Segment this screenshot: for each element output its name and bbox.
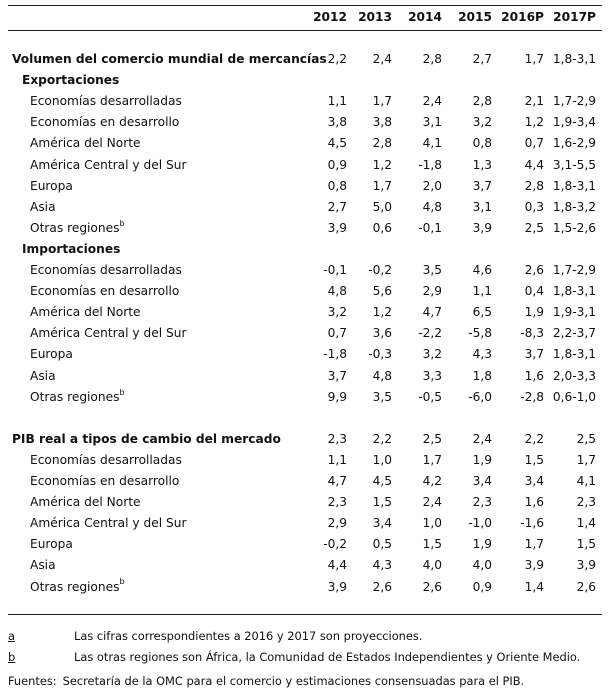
value-cell: 1,8-3,1 [552,347,596,362]
value-cell: 2,3 [327,495,347,510]
row-label [30,218,125,238]
value-cell: 3,6 [372,326,392,341]
value-cell: 6,5 [472,305,492,320]
value-cell: 4,3 [372,558,392,573]
label-text: Economías en desarrollo [30,115,180,130]
value-cell: 2,3 [576,495,596,510]
value-cell: 2,0 [422,178,442,193]
label-text: Economías desarrolladas [30,452,182,467]
row-label [30,302,141,322]
section-title [12,49,327,69]
row-label [30,323,186,343]
row-label [30,555,56,575]
value-cell: 1,0 [372,452,392,467]
value-cell: -2,2 [418,326,442,341]
value-cell: 1,7 [524,537,544,552]
value-cell: 3,9 [472,220,492,235]
label-text: América del Norte [30,305,141,320]
label-text: América del Norte [30,495,141,510]
value-cell: 1,6-2,9 [552,136,596,151]
value-cell: 3,8 [327,115,347,130]
table-row [0,155,610,175]
value-cell: 0,8 [327,178,347,193]
value-cell: 2,4 [472,431,492,446]
value-cell: 1,7 [576,452,596,467]
year-header-2013: 2013 [358,10,392,24]
bottom-rule [8,614,602,615]
value-cell: -0,2 [368,263,392,277]
value-cell: -1,8 [323,347,347,362]
value-cell: 3,4 [372,516,392,531]
value-cell: 2,5 [576,431,596,446]
year-header-2017p: 2017P [553,10,596,24]
table-row [0,197,610,217]
value-cell: 3,7 [327,368,347,383]
footnote-ref: b [119,218,125,228]
value-cell: 2,9 [327,516,347,531]
value-cell: -1,0 [468,516,492,531]
value-cell: 0,6-1,0 [552,389,596,404]
table-row [0,387,610,407]
value-cell: 3,9 [524,558,544,573]
value-cell: 4,4 [524,157,544,172]
source-text: Secretaría de la OMC para el comercio y estimaciones consensuadas para el PIB. [62,674,525,688]
value-cell: 1,9 [472,452,492,467]
value-cell: 3,9 [327,220,347,235]
value-cell: 3,5 [422,263,442,277]
table-row [0,344,610,364]
row-label [30,577,125,597]
value-cell: 3,4 [472,474,492,488]
value-cell: 4,7 [422,305,442,320]
value-cell: 2,1 [524,94,544,109]
value-cell: -0,2 [323,537,347,552]
column-header-row [0,7,610,27]
table-row [0,218,610,238]
value-cell: 4,3 [472,347,492,362]
value-cell: 2,6 [524,263,544,277]
value-cell: 1,7 [372,178,392,193]
value-cell: 4,1 [576,474,596,488]
table-row [0,577,610,597]
label-text: Europa [30,347,73,362]
value-cell: -0,3 [368,347,392,362]
row-label [30,91,182,111]
table-row [0,323,610,343]
value-cell: 2,4 [422,94,442,109]
row-label [30,344,73,364]
value-cell: 1,1 [327,94,347,109]
label-text: Economías en desarrollo [30,474,180,488]
group-title-row [0,70,610,90]
source-label: Fuentes: [8,674,57,688]
value-cell: 0,4 [524,284,544,299]
value-cell: 2,3 [327,431,347,446]
row-label [30,450,182,470]
value-cell: 1,5 [524,452,544,467]
value-cell: 2,8 [524,178,544,193]
table-row [0,366,610,386]
row-label [30,387,125,407]
year-header-2012: 2012 [313,10,347,24]
row-label [30,197,56,217]
table-row [0,176,610,196]
value-cell: 2,8 [422,52,442,66]
group-title [22,70,119,90]
value-cell: -2,8 [520,389,544,404]
value-cell: 1,7 [422,452,442,467]
value-cell: 1,5 [372,495,392,510]
table-row [0,513,610,533]
value-cell: -5,8 [468,326,492,341]
value-cell: 3,8 [372,115,392,130]
table-row [0,302,610,322]
value-cell: 1,2 [372,157,392,172]
value-cell: 1,5 [576,537,596,552]
value-cell: 3,5 [372,389,392,404]
label-text: Asia [30,558,56,573]
value-cell: 2,4 [422,495,442,510]
row-label [30,133,141,153]
value-cell: 2,5 [422,431,442,446]
value-cell: 2,2-3,7 [552,326,596,341]
value-cell: 2,6 [372,579,392,594]
table-row [0,260,610,280]
value-cell: 3,9 [327,579,347,594]
value-cell: 0,6 [372,220,392,235]
value-cell: 1,2 [524,115,544,130]
value-cell: 0,5 [372,537,392,552]
label-text: América del Norte [30,136,141,151]
section-title [12,429,281,449]
header-rule [8,30,602,31]
footnote-b [8,648,608,666]
value-cell: 1,9-3,1 [552,305,596,320]
value-cell: 5,0 [372,199,392,214]
value-cell: 9,9 [327,389,347,404]
value-cell: 1,4 [524,579,544,594]
value-cell: 1,8-3,2 [552,199,596,214]
value-cell: 2,2 [372,431,392,446]
value-cell: 2,8 [372,136,392,151]
top-rule [8,5,602,6]
value-cell: 4,2 [422,474,442,488]
value-cell: 4,4 [327,558,347,573]
value-cell: -6,0 [468,389,492,404]
source-line [8,674,524,688]
label-text: América Central y del Sur [30,326,187,341]
value-cell: 4,8 [372,368,392,383]
value-cell: 1,1 [327,452,347,467]
value-cell: 3,1 [472,199,492,214]
value-cell: 1,9 [524,305,544,320]
footnote-a [8,627,608,645]
label-text: Exportaciones [22,73,120,88]
row-label [30,260,182,280]
value-cell: 3,9 [576,558,596,573]
value-cell: 2,8 [472,94,492,109]
value-cell: 3,4 [524,474,544,488]
section-row [0,49,610,69]
value-cell: 3,2 [422,347,442,362]
row-label [30,513,186,533]
value-cell: 2,7 [327,199,347,214]
table-row [0,112,610,132]
row-label [30,112,179,132]
footnote-ref: b [119,577,125,587]
value-cell: 2,0-3,3 [552,368,596,383]
value-cell: 0,3 [524,199,544,214]
label-text: Economías en desarrollo [30,284,180,299]
table-row [0,281,610,301]
label-text: PIB real a tipos de cambio del mercado [12,431,281,446]
value-cell: 2,6 [422,579,442,594]
value-cell: -1,6 [520,516,544,531]
value-cell: 1,2 [372,305,392,320]
value-cell: 1,0 [422,516,442,531]
value-cell: 0,7 [524,136,544,151]
value-cell: 1,9 [472,537,492,552]
value-cell: 5,6 [372,284,392,299]
value-cell: -8,3 [520,326,544,341]
value-cell: 1,5-2,6 [552,220,596,235]
label-text: Otras regiones [30,389,120,404]
value-cell: 1,6 [524,368,544,383]
row-label [30,534,73,554]
value-cell: 0,9 [327,157,347,172]
value-cell: 4,1 [422,136,442,151]
label-text: Economías desarrolladas [30,94,182,109]
value-cell: 1,8-3,1 [552,52,596,66]
label-text: Asia [30,368,56,383]
value-cell: 1,6 [524,495,544,510]
year-header-2016p: 2016P [501,10,544,24]
row-label [30,281,179,301]
value-cell: 2,3 [472,495,492,510]
footnote-mark: b [8,650,16,664]
table-row [0,133,610,153]
value-cell: 1,1 [472,284,492,299]
value-cell: 2,2 [327,52,347,66]
label-text: Economías desarrolladas [30,263,182,277]
value-cell: 1,9-3,4 [552,115,596,130]
table-row [0,91,610,111]
value-cell: 4,8 [327,284,347,299]
value-cell: 0,9 [472,579,492,594]
value-cell: 4,5 [372,474,392,488]
label-text: Importaciones [22,241,121,256]
group-title-row [0,239,610,259]
table-row [0,471,610,491]
value-cell: -1,8 [418,157,442,172]
value-cell: 2,2 [524,431,544,446]
value-cell: 3,3 [422,368,442,383]
value-cell: 3,2 [472,115,492,130]
label-text: Otras regiones [30,579,120,594]
table-row [0,555,610,575]
label-text: Volumen del comercio mundial de mercancías [12,52,327,66]
value-cell: 4,0 [472,558,492,573]
row-label [30,492,141,512]
label-text: Europa [30,178,73,193]
group-title [22,239,120,259]
table-row [0,534,610,554]
label-text: Asia [30,199,56,214]
label-text: Otras regiones [30,220,120,235]
value-cell: -0,5 [418,389,442,404]
label-text: América Central y del Sur [30,516,187,531]
value-cell: 1,8-3,1 [552,284,596,299]
value-cell: 4,0 [422,558,442,573]
value-cell: -0,1 [323,263,347,277]
value-cell: 3,1 [422,115,442,130]
value-cell: 1,7-2,9 [552,263,596,277]
value-cell: 1,7 [372,94,392,109]
value-cell: 4,8 [422,199,442,214]
value-cell: 3,2 [327,305,347,320]
value-cell: 1,5 [422,537,442,552]
value-cell: 4,5 [327,136,347,151]
row-label [30,155,186,175]
value-cell: 0,8 [472,136,492,151]
value-cell: 3,7 [472,178,492,193]
value-cell: 0,7 [327,326,347,341]
value-cell: 3,7 [524,347,544,362]
table-row [0,492,610,512]
year-header-2014: 2014 [408,10,442,24]
value-cell: 1,8-3,1 [552,178,596,193]
section-row [0,429,610,449]
value-cell: 2,7 [472,52,492,66]
footnote-text: Las cifras correspondientes a 2016 y 2017 son proyecciones. [74,629,423,643]
value-cell: 2,5 [524,220,544,235]
value-cell: 3,1-5,5 [552,157,596,172]
value-cell: 1,8 [472,368,492,383]
value-cell: 2,6 [576,579,596,594]
footnote-ref: b [119,387,125,397]
value-cell: 1,4 [576,516,596,531]
value-cell: 1,7-2,9 [552,94,596,109]
value-cell: 2,4 [372,52,392,66]
label-text: América Central y del Sur [30,157,187,172]
label-text: Europa [30,537,73,552]
value-cell: 2,9 [422,284,442,299]
value-cell: 1,7 [524,52,544,66]
value-cell: 4,7 [327,474,347,488]
value-cell: 1,3 [472,157,492,172]
year-header-2015: 2015 [458,10,492,24]
row-label [30,366,56,386]
value-cell: -0,1 [418,220,442,235]
value-cell: 4,6 [472,263,492,277]
row-label [30,471,179,491]
footnote-text: Las otras regiones son África, la Comunidad de Estados Independientes y Oriente Medio. [74,650,581,664]
footnote-mark: a [8,629,15,643]
table-row [0,450,610,470]
row-label [30,176,73,196]
